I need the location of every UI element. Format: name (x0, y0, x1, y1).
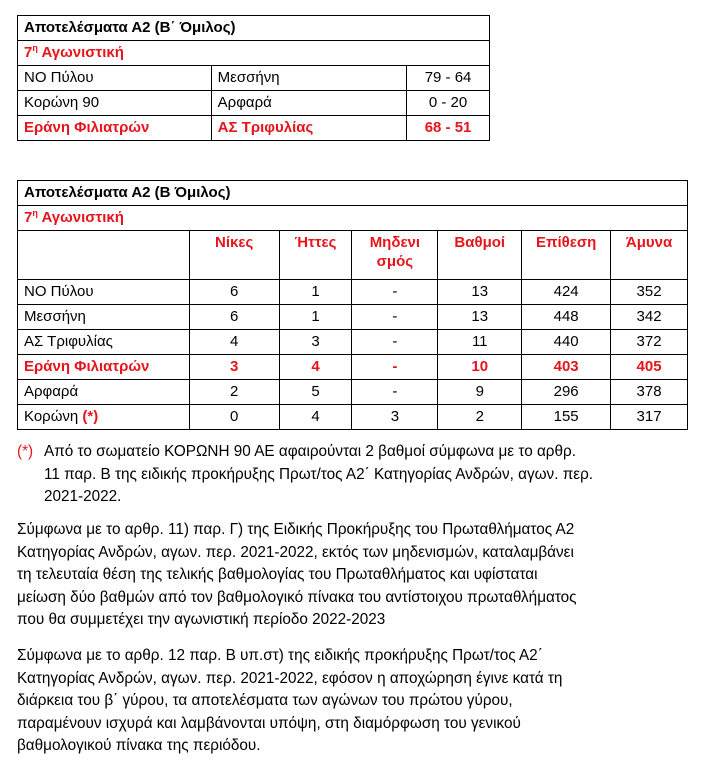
losses-cell: 5 (279, 380, 352, 405)
standings-row (18, 280, 688, 305)
defense-cell: 405 (611, 355, 688, 380)
attack-cell: 296 (522, 380, 611, 405)
footnote-penalty: (*) Από το σωματείο ΚΟΡΩΝΗ 90 ΑΕ αφαιρούνται 2 βαθμοί σύμφωνα με το αρθρ. 11 παρ. Β της ειδικής προκήρυξης Πρωτ/τος Α2΄ Κατηγορίας Ανδρών, αγων. περ. 2021-2022. (17, 443, 594, 505)
zeroings-header: Μηδενι σμός (352, 231, 438, 280)
away-team: Μεσσήνη (211, 66, 406, 91)
team-name: ΑΣ Τριφυλίας (18, 330, 190, 355)
standings-row (18, 330, 688, 355)
defense-cell: 378 (611, 380, 688, 405)
match-score: 79 - 64 (407, 66, 490, 91)
points-cell: 9 (438, 380, 522, 405)
round-label: $7^\eta$ Αγωνιστική (18, 41, 490, 66)
match-row (18, 116, 490, 141)
standings-table (17, 180, 688, 430)
standings-table-title: Αποτελέσματα Α2 (Β Όμιλος) (18, 181, 688, 206)
defense-cell: 317 (611, 405, 688, 430)
standings-row (18, 380, 688, 405)
footnote-marker: (*) (82, 408, 99, 425)
wins-cell: 2 (189, 380, 279, 405)
match-row (18, 66, 490, 91)
zeroings-cell: - (352, 330, 438, 355)
defense-cell: 352 (611, 280, 688, 305)
zeroings-cell: - (352, 280, 438, 305)
points-cell: 13 (438, 305, 522, 330)
zeroings-cell: - (352, 305, 438, 330)
results-table (17, 15, 490, 141)
defense-cell: 342 (611, 305, 688, 330)
note-regulation-12: Σύμφωνα με το αρθρ. 12 παρ. Β υπ.στ) της ειδικής προκήρυξης Πρωτ/τος Α2΄ Κατηγορίας Ανδρών, αγων. περ. 2021-2022, εφόσον η αποχώρηση έγινε κατά τη διάρκεια του β΄ γύρου, τα αποτελέσματα των αγώνων του πρώτου γύρου, παραμένουν ισχυρά και λαμβάνονται υπόψη, στη διαμόρφωση του γενικού βαθμολογικού πίνακα της περιόδου. (17, 647, 563, 754)
wins-cell: 6 (189, 305, 279, 330)
attack-cell: 440 (522, 330, 611, 355)
points-cell: 10 (438, 355, 522, 380)
points-cell: 2 (438, 405, 522, 430)
footnote-star: (*) (17, 443, 34, 460)
zeroings-cell: - (352, 380, 438, 405)
team-name: ΝΟ Πύλου (18, 280, 190, 305)
results-table-title: Αποτελέσματα Α2 (Β΄ Όμιλος) (18, 16, 490, 41)
away-team: ΑΣ Τριφυλίας (211, 116, 406, 141)
team-name: Κορώνη (*) (18, 405, 190, 430)
wins-cell: 0 (189, 405, 279, 430)
wins-cell: 4 (189, 330, 279, 355)
points-cell: 11 (438, 330, 522, 355)
zeroings-cell: 3 (352, 405, 438, 430)
team-header-cell (18, 231, 190, 280)
match-row (18, 91, 490, 116)
home-team: Κορώνη 90 (18, 91, 212, 116)
wins-cell: 3 (189, 355, 279, 380)
round-label: $7^\eta$ Αγωνιστική (18, 206, 688, 231)
losses-cell: 1 (279, 280, 352, 305)
team-name: Αρφαρά (18, 380, 190, 405)
match-score: 68 - 51 (407, 116, 490, 141)
attack-header: Επίθεση (522, 231, 611, 280)
away-team: Αρφαρά (211, 91, 406, 116)
home-team: Εράνη Φιλιατρών (18, 116, 212, 141)
attack-cell: 155 (522, 405, 611, 430)
note-regulation-11: Σύμφωνα με το αρθρ. 11) παρ. Γ) της Ειδικής Προκήρυξης του Πρωταθλήματος Α2 Κατηγορίας Ανδρών, αγων. περ. 2021-2022, εκτός των μηδενισμών, καταλαμβάνει τη τελευταία θέση της τελικής βαθμολογίας του Πρωταθλήματος και υφίσταται μείωση δύο βαθμών από τον βαθμολογικό πίνακα του αντίστοιχου πρωταθλήματος που θα συμμετέχει την αγωνιστική περίοδο 2022-2023 (17, 521, 577, 628)
standings-row (18, 305, 688, 330)
losses-cell: 4 (279, 405, 352, 430)
team-name: Εράνη Φιλιατρών (18, 355, 190, 380)
match-score: 0 - 20 (407, 91, 490, 116)
losses-header: Ήττες (279, 231, 352, 280)
standings-row (18, 405, 688, 430)
wins-cell: 6 (189, 280, 279, 305)
points-header: Βαθμοί (438, 231, 522, 280)
standings-row (18, 355, 688, 380)
attack-cell: 424 (522, 280, 611, 305)
points-cell: 13 (438, 280, 522, 305)
wins-header: Νίκες (189, 231, 279, 280)
attack-cell: 448 (522, 305, 611, 330)
losses-cell: 3 (279, 330, 352, 355)
zeroings-cell: - (352, 355, 438, 380)
team-name: Μεσσήνη (18, 305, 190, 330)
attack-cell: 403 (522, 355, 611, 380)
home-team: ΝΟ Πύλου (18, 66, 212, 91)
defense-cell: 372 (611, 330, 688, 355)
losses-cell: 1 (279, 305, 352, 330)
defense-header: Άμυνα (611, 231, 688, 280)
losses-cell: 4 (279, 355, 352, 380)
